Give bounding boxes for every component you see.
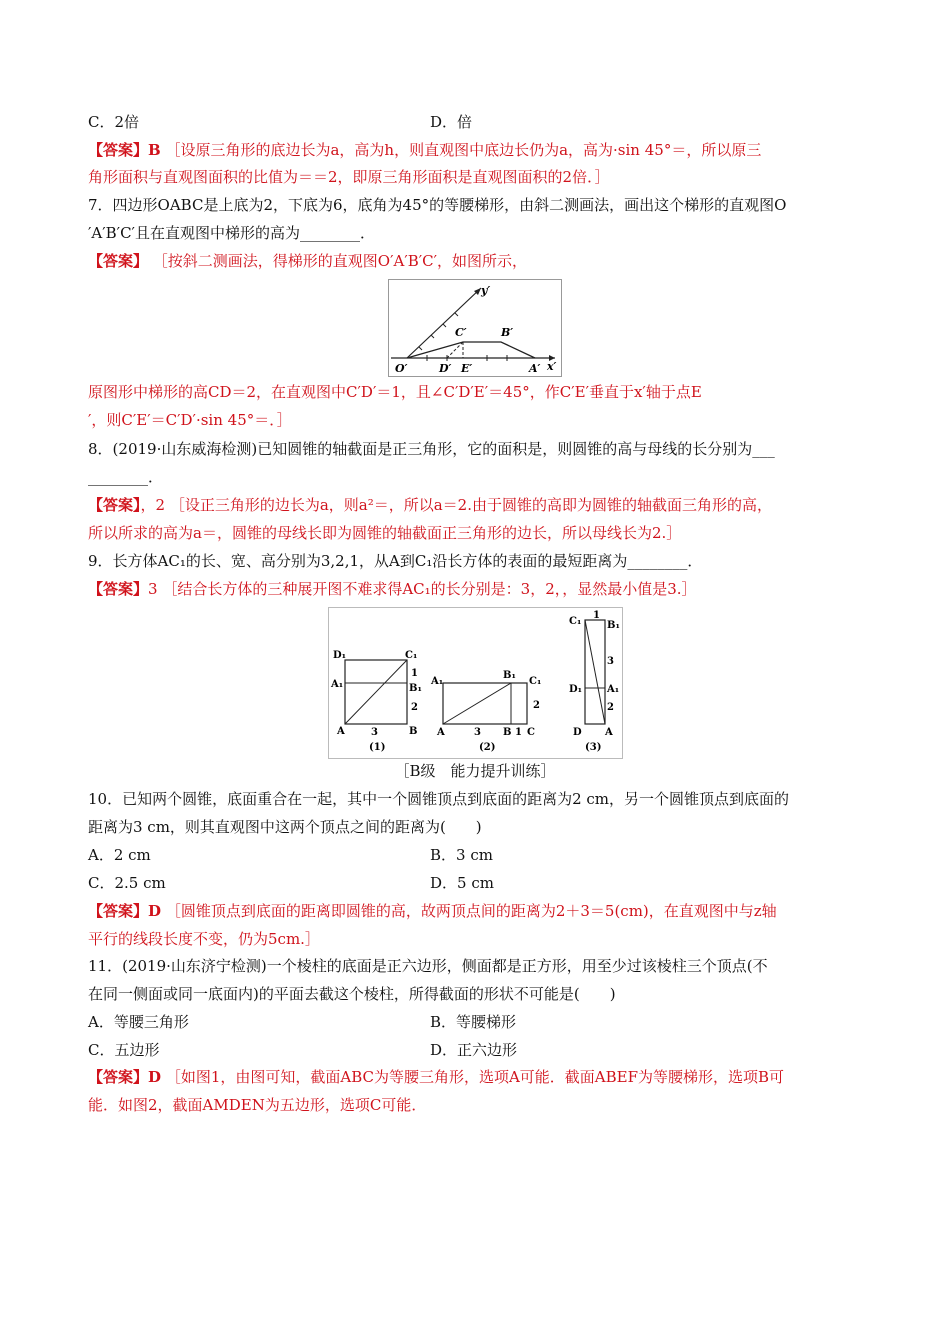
p2-a: A <box>437 727 445 738</box>
answer-text: ［设原三角形的底边长为a，高为h，则直观图中底边长仍为a，高为·sin 45°＝，所以原三 <box>165 141 762 159</box>
p3-a1: A₁ <box>607 684 620 695</box>
answer-tag: 【答案】 <box>88 496 141 514</box>
answer-tag: 【答案】 <box>88 580 149 598</box>
p2-caption: (2) <box>479 742 496 753</box>
answer-9 <box>88 578 697 600</box>
answer-tag: 【答案】 <box>88 902 149 920</box>
answer-7-line2: 原图形中梯形的高CD＝2，在直观图中C′D′＝1，且∠C′D′E′＝45°，作C′E′垂直于x′轴于点E <box>88 383 702 401</box>
answer-text: 3 ［结合长方体的三种展开图不难求得AC₁的长分别是：3，2，，显然最小值是3.］ <box>148 580 697 598</box>
unfolding-diagram <box>329 608 622 758</box>
answer-7-line3: ′，则C′E′＝C′D′·sin 45°＝．］ <box>88 411 292 429</box>
answer-letter: D <box>148 1068 162 1086</box>
label-a: A′ <box>529 362 541 375</box>
question-10-line2: 距离为3 cm，则其直观图中这两个顶点之间的距离为( ) <box>88 818 482 836</box>
q6-option-c: C．2倍 <box>88 113 140 131</box>
p2-b1: B₁ <box>503 670 516 681</box>
p1-a: A <box>337 726 345 737</box>
label-b: B′ <box>501 326 514 339</box>
p3-b1: B₁ <box>607 620 620 631</box>
answer-letter: B <box>148 141 161 159</box>
answer-tag: 【答案】 <box>88 252 149 270</box>
answer-tag: 【答案】 <box>88 141 149 159</box>
answer-8-line2: 所以所求的高为a＝，圆锥的母线长即为圆锥的轴截面正三角形的边长，所以母线长为2.］ <box>88 524 682 542</box>
answer-text: ，2 ［设正三角形的边长为a，则a²＝，所以a＝2.由于圆锥的高即为圆锥的轴截面三角形的高， <box>140 496 772 514</box>
p3-a: A <box>605 727 613 738</box>
answer-11-line1 <box>88 1066 784 1088</box>
q10-option-c: C．2.5 cm <box>88 874 166 892</box>
answer-text: ［按斜二测画法，得梯形的直观图O′A′B′C′，如图所示， <box>152 252 528 270</box>
p3-d: D <box>573 727 582 738</box>
answer-text: ［如图1，由图可知，截面ABC为等腰三角形，选项A可能．截面ABEF为等腰梯形，选项B可 <box>165 1068 785 1086</box>
question-7-line1: 7．四边形OABC是上底为2，下底为6，底角为45°的等腰梯形，由斜二测画法，画出这个梯形的直观图O <box>88 196 787 214</box>
label-x: x′ <box>547 360 557 373</box>
p2-n2: 2 <box>533 700 540 711</box>
p2-c1: C₁ <box>529 676 542 687</box>
p2-n3: 3 <box>474 727 481 738</box>
p1-caption: (1) <box>369 742 386 753</box>
p1-b: B <box>409 726 418 737</box>
answer-7-line1 <box>88 250 527 272</box>
figure-trapezoid <box>388 279 562 377</box>
question-7-line2: ′A′B′C′且在直观图中梯形的高为________． <box>88 224 375 242</box>
section-title: ［B级 能力提升训练］ <box>394 762 556 780</box>
q11-option-c: C．五边形 <box>88 1041 160 1059</box>
p1-n3: 3 <box>371 727 378 738</box>
q10-option-d: D．5 cm <box>430 874 494 892</box>
label-c: C′ <box>455 326 467 339</box>
p1-b1: B₁ <box>409 683 422 694</box>
p2-b: B <box>503 727 512 738</box>
p3-c1: C₁ <box>569 616 582 627</box>
label-d: D′ <box>439 362 452 375</box>
q11-option-b: B．等腰梯形 <box>430 1013 517 1031</box>
answer-10-line2: 平行的线段长度不变，仍为5cm.］ <box>88 930 320 948</box>
label-y: y′ <box>481 284 491 297</box>
p1-a1: A₁ <box>331 679 344 690</box>
p3-caption: (3) <box>585 742 602 753</box>
question-8-line2: ________． <box>88 468 164 486</box>
p3-n1: 1 <box>593 610 600 621</box>
question-11-line1: 11．(2019·山东济宁检测)一个棱柱的底面是正六边形，侧面都是正方形，用至少过该棱柱三个顶点(不 <box>88 957 768 975</box>
figure-unfolding <box>328 607 623 759</box>
p1-n2: 2 <box>411 702 418 713</box>
answer-8-line1 <box>88 494 772 516</box>
question-11-line2: 在同一侧面或同一底面内)的平面去截这个棱柱，所得截面的形状不可能是( ) <box>88 985 616 1003</box>
p2-n1: 1 <box>515 727 522 738</box>
q6-option-d: D．倍 <box>430 113 473 131</box>
answer-6-line2: 角形面积与直观图面积的比值为＝＝2，即原三角形面积是直观图面积的2倍．］ <box>88 168 610 186</box>
p3-d1: D₁ <box>569 684 583 695</box>
question-10-line1: 10．已知两个圆锥，底面重合在一起，其中一个圆锥顶点到底面的距离为2 cm，另一个圆锥顶点到底面的 <box>88 790 790 808</box>
p3-n2: 2 <box>607 702 614 713</box>
trapezoid-diagram <box>389 280 561 376</box>
p2-a1: A₁ <box>431 676 444 687</box>
answer-10-line1 <box>88 900 777 922</box>
answer-tag: 【答案】 <box>88 1068 149 1086</box>
p1-n1: 1 <box>411 668 418 679</box>
label-e: E′ <box>461 362 473 375</box>
p3-n3: 3 <box>607 656 614 667</box>
answer-text: ［圆锥顶点到底面的距离即圆锥的高，故两顶点间的距离为2＋3＝5(cm)，在直观图中与z轴 <box>165 902 777 920</box>
answer-letter: D <box>148 902 162 920</box>
p1-c1: C₁ <box>405 650 418 661</box>
q10-option-b: B．3 cm <box>430 846 493 864</box>
question-9: 9．长方体AC₁的长、宽、高分别为3,2,1，从A到C₁沿长方体的表面的最短距离为________． <box>88 552 703 570</box>
p2-c: C <box>527 727 535 738</box>
answer-11-line2: 能．如图2，截面AMDEN为五边形，选项C可能． <box>88 1096 427 1114</box>
question-8-line1: 8．(2019·山东威海检测)已知圆锥的轴截面是正三角形，它的面积是，则圆锥的高与母线的长分别为___ <box>88 440 775 458</box>
q11-option-d: D．正六边形 <box>430 1041 518 1059</box>
q11-option-a: A．等腰三角形 <box>88 1013 189 1031</box>
q10-option-a: A．2 cm <box>88 846 151 864</box>
p1-d1: D₁ <box>333 650 347 661</box>
answer-6-line1 <box>88 139 761 161</box>
label-o: O′ <box>395 362 408 375</box>
